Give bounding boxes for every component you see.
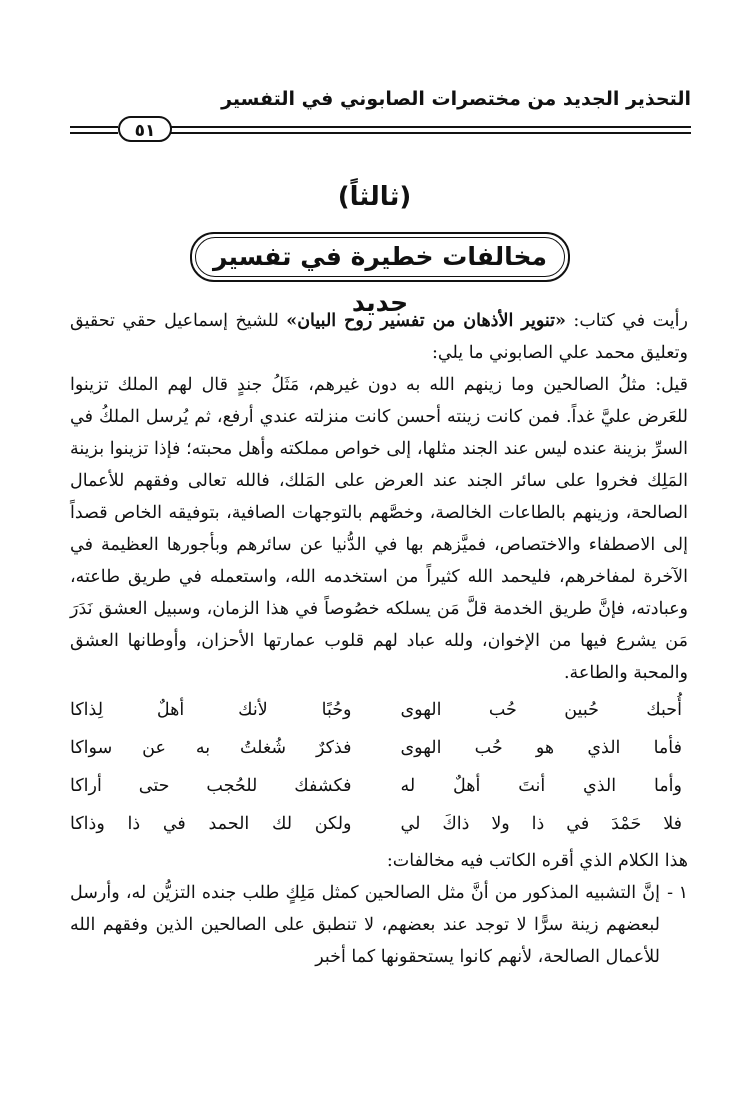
section-title-frame	[190, 232, 570, 317]
conclusion-line: هذا الكلام الذي أقره الكاتب فيه مخالفات:	[386, 851, 688, 871]
page-body	[70, 305, 688, 973]
rule-line	[70, 126, 118, 128]
hemistich-left: فذكرٌ شُغلتُ به عن سواكا	[70, 738, 352, 758]
rule-line	[170, 132, 691, 134]
poem-verse	[70, 805, 688, 843]
rule-line	[70, 132, 118, 134]
poem	[70, 691, 688, 843]
poem-verse	[70, 691, 688, 729]
item-number: ١ -	[667, 883, 688, 903]
hemistich-right: فلا حَمْدَ في ذا ولا ذاكَ لي	[400, 814, 682, 834]
poem-verse	[70, 767, 688, 805]
item-text: إنَّ التشبيه المذكور من أنَّ مثل الصالحين كمثل مَلِكٍ طلب جنده التزيُّن له، وأرسل لبعضهم زينة سرًّا لا توجد عند بعضهم، لا تنطبق على الصالحين الذين وفقهم الله للأعمال الصالحة، لأنهم كانوا يستحقونها كما أخبر	[70, 883, 660, 967]
hemistich-left: فكشفك للحُجب حتى أراكا	[70, 776, 352, 796]
hemistich-right: فأما الذي هو حُب الهوى	[400, 738, 682, 758]
poem-verse	[70, 729, 688, 767]
intro-lead: رأيت في كتاب:	[565, 311, 688, 331]
section-number: (ثالثاً)	[337, 182, 412, 212]
hemistich-right: أُحبك حُبين حُب الهوى	[400, 700, 682, 720]
hemistich-right: وأما الذي أنتَ أهلٌ له	[400, 776, 682, 796]
intro-rest: للشيخ إسماعيل حقي تحقيق وتعليق محمد علي الصابوني ما يلي:	[70, 311, 688, 363]
hemistich-left: ولكن لك الحمد في ذا وذاكا	[70, 814, 352, 834]
running-title: التحذير الجديد من مختصرات الصابوني في التفسير	[221, 88, 691, 110]
rule-line	[170, 126, 691, 128]
book-title: «تنوير الأذهان من تفسير روح البيان»	[286, 311, 566, 331]
header-rule	[70, 120, 691, 140]
list-item	[70, 877, 688, 973]
section-title: مخالفات خطيرة في تفسير جديد	[212, 242, 547, 317]
hemistich-left: وحُبًا لأنك أهلٌ لِذاكا	[70, 700, 352, 720]
quote-paragraph: قيل: مثلُ الصالحين وما زينهم الله به دون غيرهم، مَثَلُ جندٍ قال لهم الملك تزينوا للعَرض عليَّ غداً. فمن كانت زينته أحسن كانت منزلته عندي أرفع، ثم يُرسل الملكُ في السرِّ بزينة عنده ليس عند الجند مثلها، إلى خواص مملكته وأهل محبته؛ فإذا تزينوا بزينة المَلِك فخروا على سائر الجند عند العرض على المَلك، فالله تعالى وفقهم للأعمال الصالحة، وزينهم بالطاعات الخالصة، وخصَّهم بالتوجهات الصافية، بتوفيقه الخاص قصداً إلى الاصطفاء والاختصاص، فميَّزهم بها في الدُّنيا عن سائرهم وبأجورها العظيمة في الآخرة لمفاخرهم، فليحمد الله كثيراً من استخدمه الله، واستعمله في طريق طاعته، وعبادته، فإنَّ طريق الخدمة قلَّ مَن يسلكه خصُوصاً في هذا الزمان، وسبيل العشق نَدَرَ مَن يشرع فيها من الإخوان، ولله عباد لهم قلوب عمارتها الأحزان، وأوطانها العشق والمحبة والطاعة.	[70, 375, 688, 683]
page-number: ٥١	[118, 116, 172, 142]
